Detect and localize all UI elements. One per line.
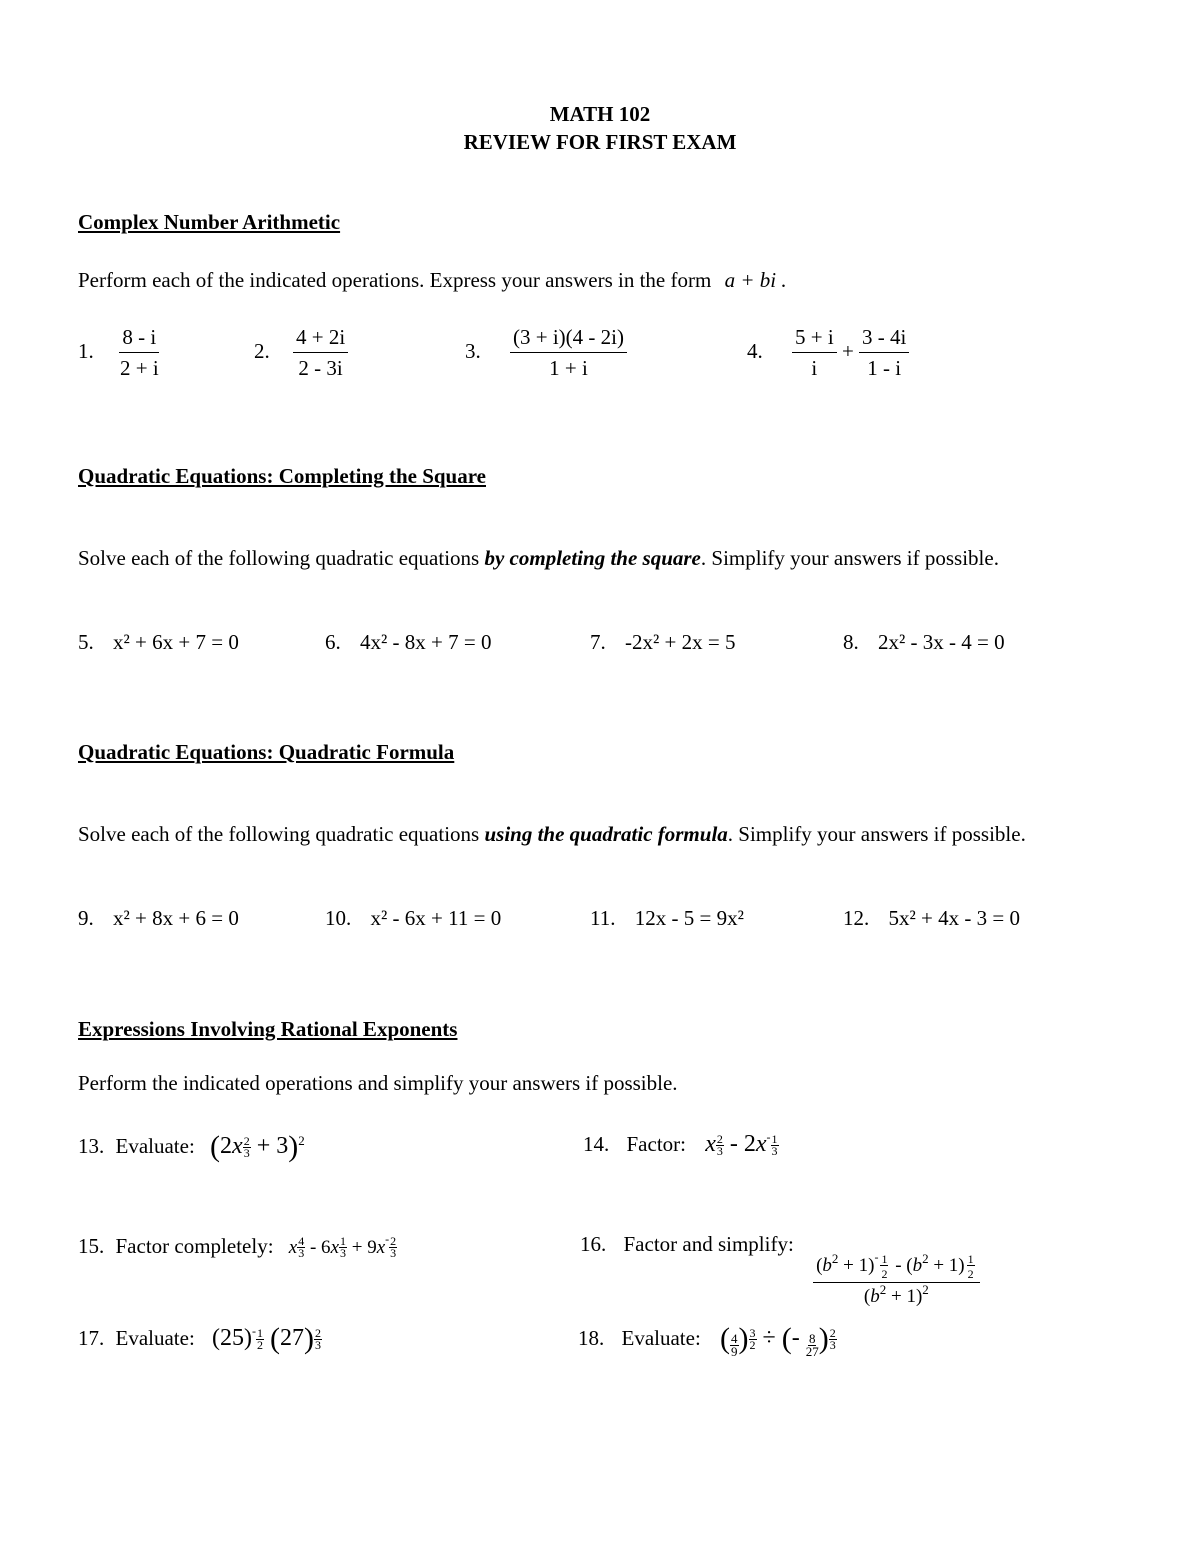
- page-title: REVIEW FOR FIRST EXAM: [463, 130, 737, 154]
- instruction-text: Perform each of the indicated operations. Express your answers in the form: [78, 268, 712, 292]
- problem-9: [78, 906, 239, 931]
- problem-number: 11.: [590, 906, 616, 930]
- equation: 12x - 5 = 9x²: [634, 906, 744, 930]
- problem-number: 16.: [580, 1232, 607, 1256]
- answer-form: a + bi .: [724, 268, 787, 292]
- equation: 4x² - 8x + 7 = 0: [360, 630, 492, 654]
- instruction-emphasis: by completing the square: [484, 546, 701, 570]
- problem-2: [254, 325, 348, 381]
- numerator: 4 + 2i: [293, 325, 348, 353]
- problem-number: 15.: [78, 1234, 105, 1258]
- fraction: [859, 325, 909, 381]
- problem-label: Evaluate:: [621, 1326, 701, 1350]
- section-heading-formula: Quadratic Equations: Quadratic Formula: [78, 740, 455, 764]
- instruction-text: Solve each of the following quadratic equations: [78, 822, 480, 846]
- instruction-completing: [78, 545, 1138, 572]
- math-expression: (2x $\frac{2}{3}$ + 3)$^2$: [210, 1130, 305, 1163]
- fraction: [117, 325, 162, 381]
- denominator: 2 - 3i: [298, 356, 343, 380]
- problem-8: [843, 630, 1005, 655]
- math-expression: x $\frac{2}{3}$ - 2x- $\frac{1}{3}$: [705, 1130, 778, 1158]
- problem-number: 14.: [583, 1132, 610, 1156]
- instruction-text: Solve each of the following quadratic equations: [78, 546, 480, 570]
- problem-number: 6.: [325, 630, 341, 654]
- equation: x² - 6x + 11 = 0: [370, 906, 502, 930]
- instruction-rational: Perform the indicated operations and simplify your answers if possible.: [78, 1071, 678, 1095]
- numerator: $(b^2 + 1)^-$ $\frac{1}{2}$ - $(b^2 + 1)$ $\frac{1}{2}$: [813, 1250, 980, 1283]
- numerator: 3 - 4i: [859, 325, 909, 353]
- problem-label: Evaluate:: [115, 1326, 195, 1350]
- problem-1: [78, 325, 162, 381]
- instruction-formula: [78, 821, 1138, 848]
- instruction-emphasis: using the quadratic formula: [484, 822, 728, 846]
- problem-number: 3.: [465, 338, 481, 363]
- equation: 2x² - 3x - 4 = 0: [878, 630, 1005, 654]
- plus-operator: +: [841, 338, 854, 363]
- fraction: [510, 325, 627, 381]
- instruction-text-end: . Simplify your answers if possible.: [727, 822, 1026, 846]
- problem-13: [78, 1130, 305, 1164]
- equation: x² + 6x + 7 = 0: [113, 630, 239, 654]
- equation: 5x² + 4x - 3 = 0: [888, 906, 1020, 930]
- problem-number: 12.: [843, 906, 870, 930]
- problem-7: [590, 630, 735, 655]
- denominator: i: [811, 356, 818, 380]
- numerator: (3 + i)(4 - 2i): [510, 325, 627, 353]
- problem-number: 1.: [78, 338, 94, 363]
- problem-6: [325, 630, 491, 655]
- problem-label: Factor completely:: [115, 1234, 274, 1258]
- problem-11: [590, 906, 744, 931]
- problem-18: [578, 1322, 837, 1358]
- fraction: [293, 325, 348, 381]
- problem-5: [78, 630, 239, 655]
- problem-number: 7.: [590, 630, 606, 654]
- problem-number: 2.: [254, 338, 270, 363]
- problem-16: [580, 1232, 980, 1308]
- math-expression: (25)- $\frac{1}{2}$ (27) $\frac{2}{3}$: [212, 1322, 322, 1355]
- denominator: 1 + i: [549, 356, 588, 380]
- denominator: 2 + i: [120, 356, 159, 380]
- instruction-text-end: . Simplify your answers if possible.: [700, 546, 999, 570]
- problem-10: [325, 906, 501, 931]
- instruction-complex: [78, 268, 787, 293]
- fraction: [792, 325, 837, 381]
- problem-number: 5.: [78, 630, 94, 654]
- problem-label: Factor and simplify:: [623, 1232, 794, 1256]
- denominator: $(b^2 + 1)^2$: [863, 1282, 929, 1307]
- problem-12: [843, 906, 1020, 931]
- problem-3: [465, 325, 627, 381]
- problem-number: 18.: [578, 1326, 605, 1350]
- section-heading-rational: Expressions Involving Rational Exponents: [78, 1017, 458, 1041]
- course-title: MATH 102: [549, 102, 651, 126]
- fraction: [813, 1250, 980, 1308]
- problem-14: [583, 1130, 779, 1158]
- equation: x² + 8x + 6 = 0: [113, 906, 239, 930]
- problem-label: Factor:: [626, 1132, 686, 1156]
- problem-number: 9.: [78, 906, 94, 930]
- math-expression: x $\frac{4}{3}$ - 6x $\frac{1}{3}$ + 9x- $\frac{2}{3}$: [288, 1232, 397, 1260]
- problem-17: [78, 1322, 322, 1356]
- numerator: 8 - i: [119, 325, 159, 353]
- problem-label: Evaluate:: [115, 1134, 195, 1158]
- problem-4: [747, 325, 909, 381]
- numerator: 5 + i: [792, 325, 837, 353]
- problem-number: 4.: [747, 338, 763, 363]
- problem-number: 8.: [843, 630, 859, 654]
- section-heading-completing: Quadratic Equations: Completing the Square: [78, 464, 486, 488]
- section-heading-complex: Complex Number Arithmetic: [78, 210, 341, 234]
- denominator: 1 - i: [867, 356, 902, 380]
- math-expression: ( $\frac{4}{9}$ ) $\frac{3}{2}$ ÷ (- $\frac{8}{27}$ ) $\frac{2}{3}$: [720, 1322, 836, 1359]
- problem-number: 13.: [78, 1134, 105, 1158]
- problem-number: 10.: [325, 906, 352, 930]
- problem-number: 17.: [78, 1326, 105, 1350]
- problem-15: [78, 1232, 397, 1259]
- equation: -2x² + 2x = 5: [625, 630, 736, 654]
